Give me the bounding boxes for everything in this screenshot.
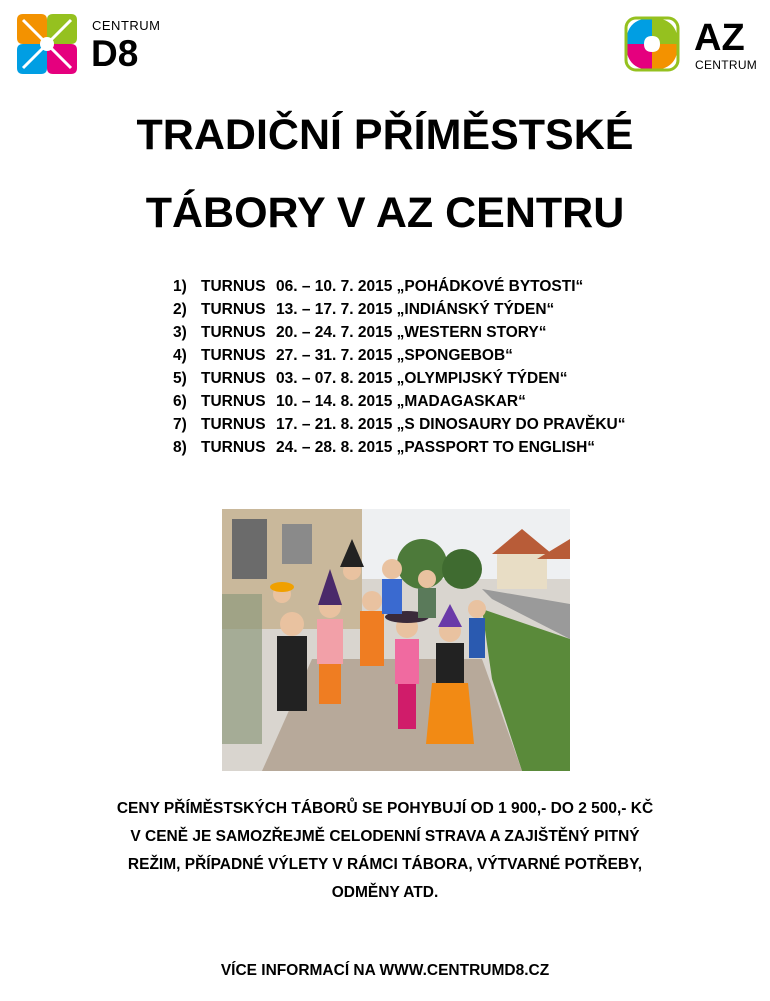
logo-left-big-text: D8	[91, 33, 139, 74]
turnus-name: „POHÁDKOVÉ BYTOSTI“	[396, 278, 584, 295]
list-item	[173, 321, 625, 344]
turnus-dates: 10. – 14. 8. 2015	[276, 393, 393, 410]
page-title-line-2: TÁBORY V AZ CENTRU	[145, 189, 625, 237]
turnus-word: TURNUS	[201, 278, 266, 295]
turnus-name: „PASSPORT TO ENGLISH“	[396, 439, 596, 456]
az-centrum-logo	[622, 14, 762, 76]
list-item	[173, 413, 625, 436]
list-item	[173, 275, 625, 298]
logo-right-small-text: CENTRUM	[695, 58, 758, 72]
turnus-dates: 06. – 10. 7. 2015	[276, 278, 393, 295]
turnus-list	[173, 275, 625, 459]
more-info-footer: VÍCE INFORMACÍ NA WWW.CENTRUMD8.CZ	[220, 962, 550, 979]
clover-logo-icon	[17, 14, 77, 74]
turnus-word: TURNUS	[201, 393, 266, 410]
turnus-number: 3)	[173, 324, 187, 341]
turnus-dates: 27. – 31. 7. 2015	[276, 347, 393, 364]
turnus-word: TURNUS	[201, 347, 266, 364]
turnus-name: „INDIÁNSKÝ TÝDEN“	[396, 301, 555, 318]
children-group-photo	[222, 509, 570, 771]
turnus-word: TURNUS	[201, 370, 266, 387]
turnus-number: 6)	[173, 393, 187, 410]
turnus-name: „OLYMPIJSKÝ TÝDEN“	[396, 370, 568, 387]
turnus-name: „MADAGASKAR“	[396, 393, 526, 410]
turnus-number: 5)	[173, 370, 187, 387]
price-info	[0, 795, 770, 907]
turnus-name: „WESTERN STORY“	[396, 324, 547, 341]
quadrant-logo-icon	[622, 14, 682, 74]
logo-right-big-text: AZ	[694, 17, 745, 59]
list-item	[173, 367, 625, 390]
list-item	[173, 390, 625, 413]
list-item	[173, 436, 625, 459]
list-item	[173, 298, 625, 321]
turnus-dates: 17. – 21. 8. 2015	[276, 416, 393, 433]
turnus-word: TURNUS	[201, 416, 266, 433]
turnus-number: 7)	[173, 416, 187, 433]
logo-left-small-text: CENTRUM	[92, 18, 161, 33]
turnus-word: TURNUS	[201, 324, 266, 341]
turnus-dates: 24. – 28. 8. 2015	[276, 439, 393, 456]
turnus-dates: 20. – 24. 7. 2015	[276, 324, 393, 341]
price-info-line-1: CENY PŘÍMĚSTSKÝCH TÁBORŮ SE POHYBUJÍ OD 1 900,- DO 2 500,- KČ	[116, 800, 654, 817]
list-item	[173, 344, 625, 367]
turnus-name: „SPONGEBOB“	[396, 347, 513, 364]
centrum-d8-logo	[17, 14, 177, 76]
price-info-line-3: REŽIM, PŘÍPADNÉ VÝLETY V RÁMCI TÁBORA, VÝTVARNÉ POTŘEBY,	[127, 856, 643, 873]
turnus-number: 4)	[173, 347, 187, 364]
turnus-word: TURNUS	[201, 439, 266, 456]
turnus-number: 8)	[173, 439, 187, 456]
turnus-word: TURNUS	[201, 301, 266, 318]
turnus-dates: 13. – 17. 7. 2015	[276, 301, 393, 318]
turnus-name: „S DINOSAURY DO PRAVĚKU“	[396, 416, 626, 433]
price-info-line-2: V CENĚ JE SAMOZŘEJMĚ CELODENNÍ STRAVA A ZAJIŠTĚNÝ PITNÝ	[130, 828, 640, 845]
page-title-line-1: TRADIČNÍ PŘÍMĚSTSKÉ	[136, 111, 634, 159]
price-info-line-4: ODMĚNY ATD.	[331, 884, 439, 901]
turnus-dates: 03. – 07. 8. 2015	[276, 370, 393, 387]
turnus-number: 2)	[173, 301, 187, 318]
turnus-number: 1)	[173, 278, 187, 295]
